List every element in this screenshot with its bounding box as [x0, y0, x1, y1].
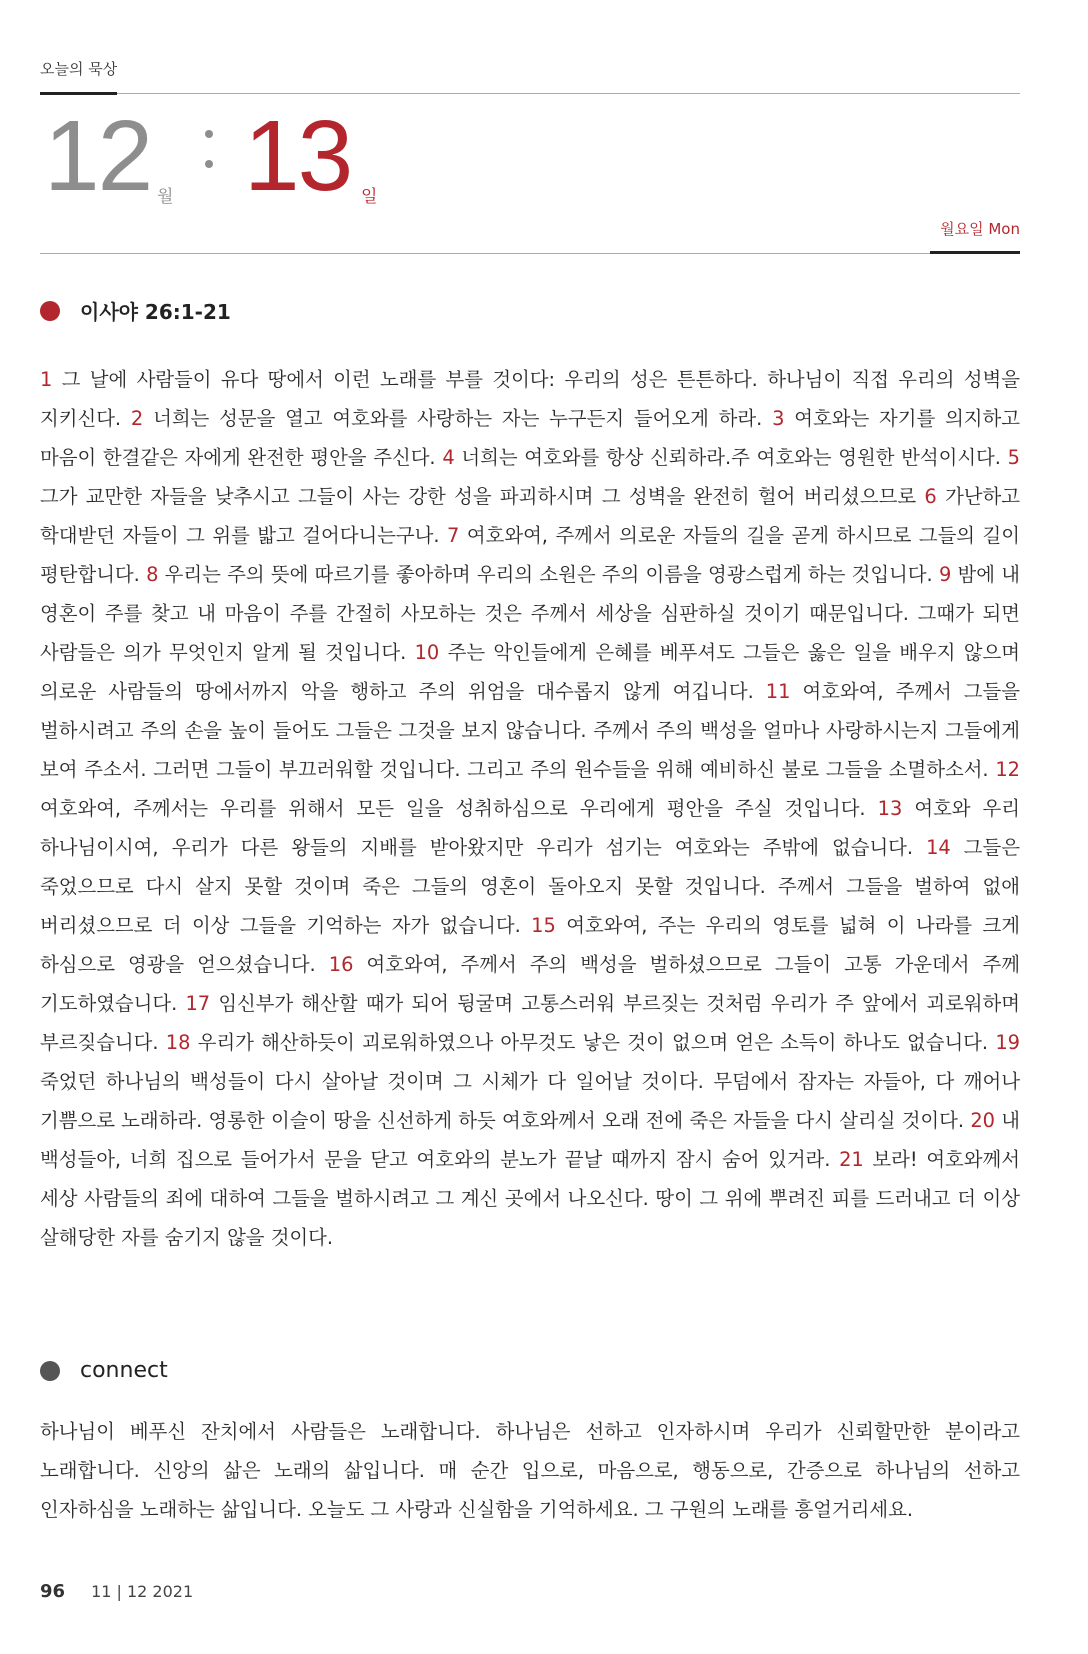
verse-number: 14 [926, 836, 951, 859]
verse-number: 5 [1007, 446, 1020, 469]
verse-text: 그가 교만한 자들을 낮추시고 그들이 사는 강한 성을 파괴하시며 그 성벽을 완전히 헐어 버리셨으므로 [40, 485, 925, 508]
verse-number: 8 [146, 563, 159, 586]
verse-number: 16 [328, 953, 354, 976]
verse-text: 여호와는 자기를 의지하고 마음이 한결같은 자에게 완전한 평안을 주신다. [40, 407, 1020, 469]
verse-text: 죽었던 하나님의 백성들이 다시 살아날 것이며 그 시체가 다 일어날 것이다. 무덤에서 잠자는 자들아, 다 깨어나 기쁨으로 노래하라. 영롱한 이슬이 땅을 신선하게 하듯 여호와께서 오래 전에 죽은 자들을 다시 살리실 것이다. [40, 1070, 1020, 1132]
verse-text: 여호와여, 주께서 그들을 벌하시려고 주의 손을 높이 들어도 그들은 그것을 보지 않습니다. 주께서 주의 백성을 얼마나 사랑하시는지 그들에게 보여 주소서. 그러면 그들이 부끄러워할 것입니다. 그리고 주의 원수들을 위해 예비하신 불로 그들을 소멸하소서. [40, 680, 1021, 781]
connect-heading [40, 1358, 168, 1383]
weekday-accent [930, 251, 1020, 254]
verse-number: 19 [995, 1031, 1020, 1054]
footer [40, 1581, 193, 1602]
verse-number: 10 [414, 641, 440, 664]
verse-text: 내 백성들아, 너희 집으로 들어가서 문을 닫고 여호와의 분노가 끝날 때까지 잠시 숨어 있거라. [40, 1109, 1020, 1171]
verse-text: 여호와여, 주께서 주의 백성을 벌하셨으므로 그들이 고통 가운데서 주께 기도하였습니다. [40, 953, 1020, 1015]
date-month: 12 [44, 100, 152, 212]
scripture-reference: 이사야 26:1-21 [80, 300, 231, 324]
verse-text: 보라! 여호와께서 세상 사람들의 죄에 대하여 그들을 벌하시려고 그 계신 곳에서 나오신다. 땅이 그 위에 뿌려진 피를 드러내고 더 이상 살해당한 자를 숨기지 않을 것이다. [40, 1148, 1020, 1249]
verse-text: 여호와여, 주께서는 우리를 위해서 모든 일을 성취하심으로 우리에게 평안을 주실 것입니다. [40, 797, 878, 820]
verse-text: 여호와 우리 하나님이시여, 우리가 다른 왕들의 지배를 받아왔지만 우리가 섬기는 여호와는 주밖에 없습니다. [40, 797, 1021, 859]
verse-text: 여호와여, 주께서 의로운 자들의 길을 곧게 하시므로 그들의 길이 평탄합니다. [40, 524, 1020, 586]
verse-text: 가난하고 학대받던 자들이 그 위를 밟고 걸어다니는구나. [40, 485, 1020, 547]
weekday: 월요일 Mon [940, 220, 1020, 238]
verse-text: 주는 악인들에게 은혜를 베푸셔도 그들은 옳은 일을 배우지 않으며 의로운 사람들의 땅에서까지 악을 행하고 주의 위엄을 대수롭지 않게 여깁니다. [40, 641, 1020, 703]
verse-text: 우리가 해산하듯이 괴로워하였으나 아무것도 낳은 것이 없으며 얻은 소득이 하나도 없습니다. [190, 1031, 996, 1054]
verse-number: 13 [877, 797, 903, 820]
verse-number: 18 [165, 1031, 191, 1054]
bullet-dot-icon [40, 301, 60, 321]
verse-text: 임신부가 해산할 때가 되어 뒹굴며 고통스러워 부르짖는 것처럼 우리가 주 앞에서 괴로워하며 부르짖습니다. [40, 992, 1020, 1054]
verse-number: 21 [839, 1148, 864, 1171]
date-colon [205, 130, 213, 190]
verse-text: 그 날에 사람들이 유다 땅에서 이런 노래를 부를 것이다: 우리의 성은 튼튼하다. 하나님이 직접 우리의 성벽을 지키신다. [40, 368, 1020, 430]
verse-number: 7 [447, 524, 460, 547]
verse-text: 그들은 죽었으므로 다시 살지 못할 것이며 죽은 그들의 영혼이 돌아오지 못할 것입니다. 주께서 그들을 벌하여 없애 버리셨으므로 더 이상 그들을 기억하는 자가 없습니다. [40, 836, 1020, 937]
header-label: 오늘의 묵상 [40, 60, 118, 78]
header-rule [40, 93, 1020, 94]
date-month-unit: 월 [157, 187, 174, 207]
verse-number: 17 [185, 992, 211, 1015]
scripture-body [40, 360, 1020, 1257]
verse-text: 밤에 내 영혼이 주를 찾고 내 마음이 주를 간절히 사모하는 것은 주께서 세상을 심판하실 것이기 때문입니다. 그때가 되면 사람들은 의가 무엇인지 알게 될 것입니다. [40, 563, 1020, 664]
date-rule [40, 253, 1020, 254]
verse-number: 15 [531, 914, 556, 937]
verse-number: 2 [130, 407, 144, 430]
bullet-dot-icon [40, 1361, 60, 1381]
verse-number: 9 [938, 563, 952, 586]
page-number: 96 [40, 1581, 66, 1602]
date-day-unit: 일 [361, 187, 378, 207]
verse-text: 너희는 성문을 열고 여호와를 사랑하는 자는 누구든지 들어오게 하라. [143, 407, 773, 430]
verse-text: 우리는 주의 뜻에 따르기를 좋아하며 우리의 소원은 주의 이름을 영광스럽게 하는 것입니다. [158, 563, 939, 586]
verse-text: 여호와여, 주는 우리의 영토를 넓혀 이 나라를 크게 하심으로 영광을 얻으셨습니다. [40, 914, 1020, 976]
verse-number: 6 [924, 485, 937, 508]
issue-date: 11 | 12 2021 [91, 1582, 194, 1601]
scripture-heading [40, 296, 231, 325]
verse-number: 4 [442, 446, 455, 469]
verse-number: 20 [970, 1109, 995, 1132]
verse-number: 3 [772, 407, 785, 430]
verse-number: 1 [40, 368, 53, 391]
verse-number: 11 [765, 680, 791, 703]
verse-text: 너희는 여호와를 항상 신뢰하라.주 여호와는 영원한 반석이시다. [454, 446, 1008, 469]
header-rule-accent [40, 92, 117, 95]
date-day: 13 [244, 100, 352, 212]
connect-title: connect [80, 1358, 168, 1383]
verse-number: 12 [995, 758, 1020, 781]
connect-body: 하나님이 베푸신 잔치에서 사람들은 노래합니다. 하나님은 선하고 인자하시며 우리가 신뢰할만한 분이라고 노래합니다. 신앙의 삶은 노래의 삶입니다. 매 순간 입으로, 마음으로, 행동으로, 간증으로 하나님의 선하고 인자하심을 노래하는 삶입니다. 오늘도 그 사랑과 신실함을 기억하세요. 그 구원의 노래를 흥얼거리세요. [40, 1420, 1020, 1521]
